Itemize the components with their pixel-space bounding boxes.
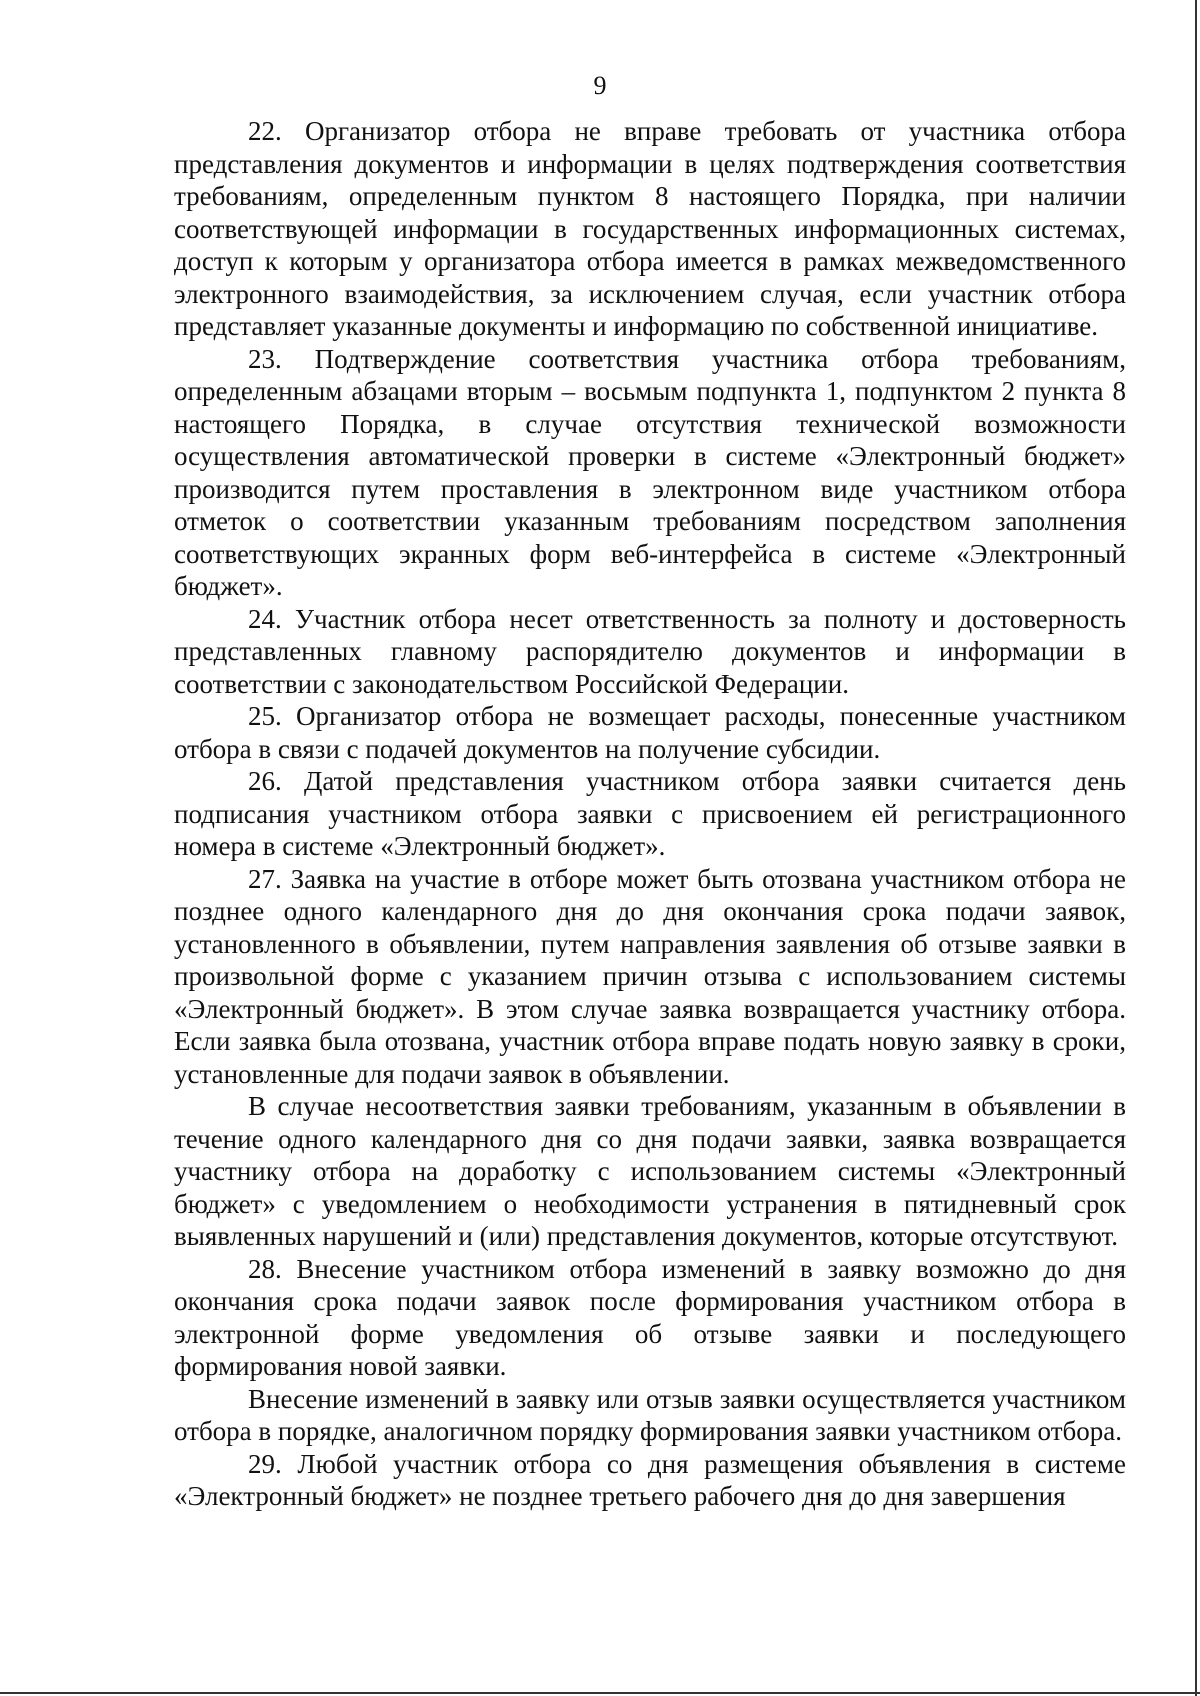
paragraph-23: 23. Подтверждение соответствия участника отбора требованиям, определенным абзацами вторым – восьмым подпункта 1, подпунктом 2 пункта 8 настоящего Порядка, в случае отсутствия технической возможности осуществления автоматической проверки в системе «Электронный бюджет» производится путем проставления в электронном виде участником отбора отметок о соответствии указанным требованиям посредством заполнения соответствующих экранных форм веб-интерфейса в системе «Электронный бюджет».: [174, 343, 1126, 601]
paragraph-27-continuation: В случае несоответствия заявки требованиям, указанным в объявлении в течение одного календарного дня со дня подачи заявки, заявка возвращается участнику отбора на доработку с использованием системы «Электронный бюджет» с уведомлением о необходимости устранения в пятидневный срок выявленных нарушений и (или) представления документов, которые отсутствуют.: [174, 1091, 1126, 1251]
paragraph-28-continuation: Внесение изменений в заявку или отзыв заявки осуществляется участником отбора в порядке, аналогичном порядку формирования заявки участником отбора.: [174, 1383, 1126, 1446]
page-number: 9: [593, 71, 607, 100]
paragraph-28: 28. Внесение участником отбора изменений в заявку возможно до дня окончания срока подачи заявок после формирования участником отбора в электронной форме уведомления об отзыве заявки и последующего формирования новой заявки.: [174, 1253, 1126, 1381]
paragraph-26: 26. Датой представления участником отбора заявки считается день подписания участником отбора заявки с присвоением ей регистрационного номера в системе «Электронный бюджет».: [174, 766, 1126, 861]
scan-edge-right: [1195, 0, 1197, 1696]
paragraph-24: 24. Участник отбора несет ответственность за полноту и достоверность представленных главному распорядителю документов и информации в соответствии с законодательством Российской Федерации.: [174, 603, 1126, 699]
document-body: [174, 115, 1126, 1513]
paragraph-25: 25. Организатор отбора не возмещает расходы, понесенные участником отбора в связи с подачей документов на получение субсидии.: [174, 701, 1126, 764]
paragraph-29: 29. Любой участник отбора со дня размещения объявления в системе «Электронный бюджет» не позднее третьего рабочего дня до дня завершения: [174, 1448, 1126, 1511]
paragraph-22: 22. Организатор отбора не вправе требовать от участника отбора представления документов и информации в целях подтверждения соответствия требованиям, определенным пунктом 8 настоящего Порядка, при наличии соответствующей информации в государственных информационных системах, доступ к которым у организатора отбора имеется в рамках межведомственного электронного взаимодействия, за исключением случая, если участник отбора представляет указанные документы и информацию по собственной инициативе.: [174, 116, 1126, 341]
paragraph-27: 27. Заявка на участие в отборе может быть отозвана участником отбора не позднее одного календарного дня до дня окончания срока подачи заявок, установленного в объявлении, путем направления заявления об отзыве заявки в произвольной форме с указанием причин отзыва с использованием системы «Электронный бюджет». В этом случае заявка возвращается участнику отбора. Если заявка была отозвана, участник отбора вправе подать новую заявку в сроки, установленные для подачи заявок в объявлении.: [174, 863, 1126, 1089]
scan-edge-bottom: [0, 1692, 1200, 1694]
